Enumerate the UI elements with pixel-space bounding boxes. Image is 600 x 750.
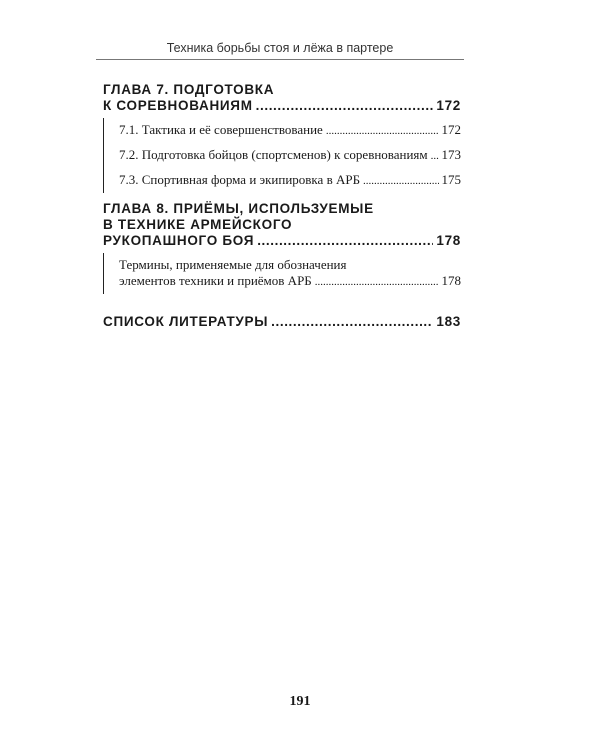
toc-section-7-2[interactable] <box>104 147 461 164</box>
chapter-7-title-line1: ГЛАВА 7. ПОДГОТОВКА <box>103 82 275 97</box>
toc-section-7-1[interactable] <box>104 122 461 139</box>
dot-leader <box>431 148 439 164</box>
chapter-8-title-line1: ГЛАВА 8. ПРИЁМЫ, ИСПОЛЬЗУЕМЫЕ <box>103 201 374 216</box>
dot-leader <box>363 173 438 189</box>
references-page: 183 <box>436 314 461 329</box>
header-rule <box>96 59 464 60</box>
section-title: 7.2. Подготовка бойцов (спортсменов) к соревнованиям <box>119 147 428 162</box>
toc-section-7-3[interactable] <box>104 172 461 189</box>
section-page: 175 <box>441 172 461 187</box>
chapter-8-title-line2: В ТЕХНИКЕ АРМЕЙСКОГО <box>103 217 293 232</box>
chapter-8-page: 178 <box>436 233 461 248</box>
running-header: Техника борьбы стоя и лёжа в партере <box>166 41 394 55</box>
toc-references[interactable] <box>103 314 461 330</box>
section-title: 7.1. Тактика и её совершенствование <box>119 122 323 137</box>
section-page: 173 <box>441 147 461 162</box>
chapter-7-page: 172 <box>436 98 461 113</box>
references-leader <box>103 314 461 330</box>
references-title: СПИСОК ЛИТЕРАТУРЫ <box>103 314 269 329</box>
dot-leader <box>326 123 439 139</box>
section-title-line1: Термины, применяемые для обозначения <box>119 257 347 272</box>
section-page: 172 <box>441 122 461 137</box>
toc-chapter-7[interactable] <box>103 82 461 114</box>
section-page: 178 <box>441 273 461 288</box>
table-of-contents <box>103 82 461 330</box>
chapter-8-title-line3: РУКОПАШНОГО БОЯ <box>103 233 255 248</box>
toc-section-terms[interactable] <box>104 257 461 290</box>
dot-leader <box>256 98 434 114</box>
chapter-7-leader <box>103 98 461 114</box>
section-title-line2: элементов техники и приёмов АРБ <box>119 273 312 288</box>
chapter-8-leader <box>103 233 461 249</box>
page-number: 191 <box>289 694 311 709</box>
chapter-7-sections <box>103 118 461 193</box>
chapter-7-title-line2: К СОРЕВНОВАНИЯМ <box>103 98 253 113</box>
dot-leader <box>257 233 433 249</box>
toc-chapter-8[interactable] <box>103 201 461 249</box>
section-terms-leader <box>119 273 461 290</box>
chapter-8-sections <box>103 253 461 294</box>
section-title: 7.3. Спортивная форма и экипировка в АРБ <box>119 172 361 187</box>
dot-leader <box>271 314 433 330</box>
dot-leader <box>315 274 439 290</box>
